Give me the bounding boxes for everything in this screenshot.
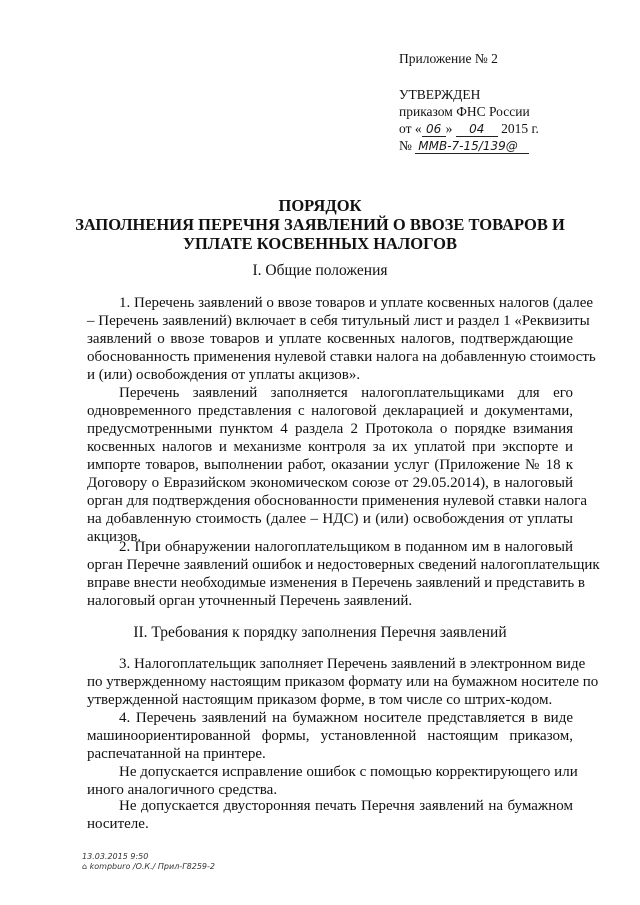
text-line: Не допускается двусторонняя печать Перечня заявлений на бумажном — [119, 798, 573, 814]
paragraph-2 — [87, 384, 587, 546]
footer-timestamp: 13.03.2015 9:50 — [82, 852, 149, 861]
text-line: вправе внести необходимые изменения в Перечень заявлений и представить в — [87, 575, 586, 591]
paragraph-7 — [87, 797, 573, 833]
date-day-handwritten: 06 — [422, 123, 446, 137]
footer-filename-text: kompburo /О.К./ Прил-Г8259-2 — [89, 862, 215, 871]
text-line: налоговый орган уточненный Перечень заявлений. — [87, 593, 413, 609]
text-line: импорте товаров, выполнении работ, оказании услуг (Приложение № 18 к — [87, 457, 573, 473]
text-line: иного аналогичного средства. — [87, 782, 278, 798]
date-year: 2015 г. — [501, 121, 539, 136]
text-line: орган для подтверждения обоснованности применения нулевой ставки налога — [87, 493, 587, 509]
paragraph-4 — [87, 655, 599, 709]
paragraph-5 — [87, 709, 573, 763]
file-icon: ⌂ — [82, 862, 88, 871]
date-month-handwritten: 04 — [456, 123, 498, 137]
text-line: по утвержденному настоящим приказом формату или на бумажном носителе по — [87, 674, 599, 690]
text-line: – Перечень заявлений) включает в себя титульный лист и раздел 1 «Реквизиты — [87, 313, 590, 329]
text-line: Перечень заявлений заполняется налогоплательщиками для его — [119, 385, 573, 401]
paragraph-3 — [87, 538, 600, 610]
text-line: орган Перечне заявлений ошибок и недостоверных сведений налогоплательщик — [87, 557, 600, 573]
approved-label: УТВЕРЖДЕН — [399, 87, 481, 102]
order-of-label: приказом ФНС России — [399, 104, 530, 119]
approval-number — [399, 137, 539, 154]
title-line-3: УПЛАТЕ КОСВЕННЫХ НАЛОГОВ — [182, 234, 458, 253]
text-line: 1. Перечень заявлений о ввозе товаров и уплате косвенных налогов (далее — [119, 295, 594, 311]
footer-filename — [82, 862, 215, 872]
appendix-label: Приложение № 2 — [399, 51, 498, 66]
text-line: распечатанной на принтере. — [87, 746, 266, 762]
title-line-2: ЗАПОЛНЕНИЯ ПЕРЕЧНЯ ЗАЯВЛЕНИЙ О ВВОЗЕ ТОВАРОВ И — [75, 215, 565, 234]
title-line-1: ПОРЯДОК — [278, 196, 362, 215]
text-line: одновременного представления с налоговой декларацией и документами, — [87, 403, 573, 419]
paragraph-6 — [87, 763, 578, 799]
text-line: заявлений о ввозе товаров и уплате косвенных налогов, подтверждающие — [87, 331, 573, 347]
text-line: акцизов. — [87, 529, 142, 545]
text-line: 4. Перечень заявлений на бумажном носителе представляется в виде — [119, 710, 573, 726]
section-heading-requirements: II. Требования к порядку заполнения Перечня заявлений — [133, 624, 507, 641]
text-line: машиноориентированной формы, установленной настоящим приказом, — [87, 728, 573, 744]
text-line: обоснованность применения нулевой ставки налога на добавленную стоимость — [87, 349, 596, 365]
text-line: предусмотренными пунктом 4 раздела 2 Протокола о порядке взимания — [87, 421, 573, 437]
text-line: и (или) освобождения от уплаты акцизов». — [87, 367, 361, 383]
document-title — [60, 196, 580, 253]
text-line: 3. Налогоплательщик заполняет Перечень заявлений в электронном виде — [119, 656, 586, 672]
text-line: 2. При обнаружении налогоплательщиком в поданном им в налоговый — [119, 539, 573, 555]
approval-block — [399, 86, 539, 154]
text-line: носителе. — [87, 816, 149, 832]
number-prefix: № — [399, 138, 412, 153]
text-line: на добавленную стоимость (далее – НДС) и (или) освобождения от уплаты — [87, 511, 573, 527]
date-prefix: от « — [399, 121, 422, 136]
date-mid: » — [445, 121, 453, 136]
text-line: Не допускается исправление ошибок с помощью корректирующего или — [119, 764, 578, 780]
order-number-handwritten: ММВ-7-15/139@ — [415, 140, 529, 154]
section-heading-general: I. Общие положения — [252, 262, 388, 279]
text-line: утвержденной настоящим приказом форме, в том числе со штрих-кодом. — [87, 692, 553, 708]
approval-date — [399, 120, 539, 137]
text-line: Договору о Евразийском экономическом союзе от 29.05.2014), в налоговый — [87, 475, 573, 491]
document-footer — [82, 852, 215, 872]
paragraph-1 — [87, 294, 596, 384]
text-line: косвенных налогов и механизме контроля за их уплатой при экспорте и — [87, 439, 573, 455]
